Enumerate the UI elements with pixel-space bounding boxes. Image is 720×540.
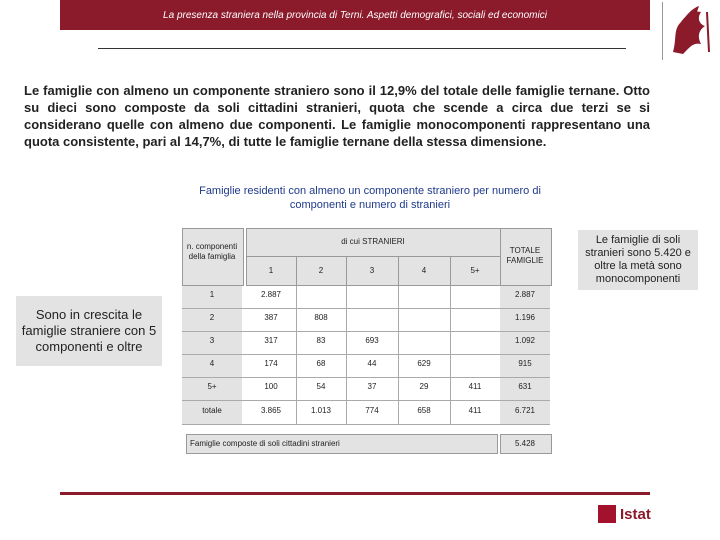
header-bar (60, 0, 650, 30)
table-cell: 387 (264, 313, 278, 322)
callout-right (578, 230, 698, 290)
row-divider (182, 308, 550, 309)
col-header-5plus: 5+ (470, 266, 480, 275)
callout-left (16, 296, 162, 366)
intro-paragraph: Le famiglie con almeno un componente straniero sono il 12,9% del totale delle famiglie ternane. Otto su dieci sono composte da soli cittadini stranieri, quota che scende a circa due terzi se si considerano quelle con almeno due componenti. Le famiglie monocomponenti rappresentano una quota consistente, pari al 14,7%, di tutte le famiglie ternane della stessa dimensione. (24, 83, 650, 149)
footer-divider (60, 492, 650, 495)
table-cell: 629 (417, 359, 431, 368)
table-cell: 100 (264, 382, 278, 391)
row-total: 1.092 (514, 336, 536, 345)
table-cell: 808 (314, 313, 328, 322)
table-cell: 68 (316, 359, 326, 368)
row-label: 1 (209, 290, 215, 299)
row-divider (182, 354, 550, 355)
row-label: 2 (209, 313, 215, 322)
table-cell: 693 (365, 336, 379, 345)
table-cell: 317 (264, 336, 278, 345)
row-divider (182, 424, 550, 425)
table-cell: 83 (316, 336, 326, 345)
col-header-2: 2 (318, 266, 324, 275)
table-cell: 44 (367, 359, 377, 368)
table-cell: 658 (417, 406, 431, 415)
table-title: Famiglie residenti con almeno un componente straniero per numero di componenti e numero di stranieri (199, 185, 541, 211)
row-label: 3 (209, 336, 215, 345)
row-divider (182, 377, 550, 378)
table-cell: 54 (316, 382, 326, 391)
header-title: La presenza straniera nella provincia di Terni. Aspetti demografici, sociali ed economici (163, 9, 547, 21)
row-divider (182, 400, 550, 401)
istat-logo (598, 505, 651, 523)
table-cell: 411 (468, 382, 482, 391)
col-divider (450, 286, 451, 424)
header-divider (98, 48, 626, 49)
row-total: 1.196 (514, 313, 536, 322)
table-cell: 37 (367, 382, 377, 391)
row-total: 631 (518, 382, 532, 391)
callout-left-text: Sono in crescita le famiglie straniere con 5 componenti e oltre (21, 307, 157, 354)
table-cell: 174 (264, 359, 278, 368)
footer-value: 5.428 (514, 439, 536, 448)
col-header-1: 1 (268, 266, 274, 275)
total-header: TOTALE FAMIGLIE (506, 246, 544, 265)
rowlabel-header: n. componenti della famiglia (186, 242, 238, 261)
table-cell: 2.887 (260, 290, 282, 299)
istat-mark-icon (598, 505, 616, 523)
footer-label: Famiglie composte di soli cittadini stranieri (190, 439, 340, 448)
callout-right-text: Le famiglie di soli stranieri sono 5.420 e oltre la metà sono monocomponenti (585, 234, 691, 285)
group-header: di cui STRANIERI (341, 237, 405, 246)
table-cell: 3.865 (260, 406, 282, 415)
col-divider (296, 286, 297, 424)
col-header-4: 4 (421, 266, 427, 275)
col-divider (398, 286, 399, 424)
row-total: 6.721 (514, 406, 536, 415)
table-cell: 29 (419, 382, 429, 391)
row-divider (182, 331, 550, 332)
col-divider (346, 286, 347, 424)
row-label: 5+ (207, 382, 217, 391)
total-column-bg (500, 286, 550, 424)
row-total: 915 (518, 359, 532, 368)
col-header-3: 3 (369, 266, 375, 275)
row-total: 2.887 (514, 290, 536, 299)
rowlabel-column-bg (182, 286, 242, 424)
table-cell: 774 (365, 406, 379, 415)
griffin-emblem-icon (663, 2, 718, 60)
data-table (182, 228, 552, 458)
row-label: 4 (209, 359, 215, 368)
table-cell: 411 (468, 406, 482, 415)
row-label: totale (202, 406, 222, 415)
table-cell: 1.013 (310, 406, 332, 415)
istat-wordmark: Istat (620, 505, 651, 523)
logo (662, 2, 718, 60)
